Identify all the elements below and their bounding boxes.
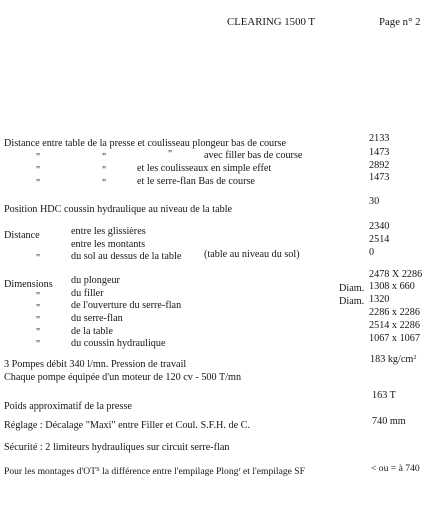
row-pompes-value: 183 $kg/cm^2$ <box>370 354 417 365</box>
row-montages-label: Pour les montages $d'OT^S$ la différence entre l'empilage Plong$^r$ et l'empilage SF <box>4 466 305 477</box>
ditto-mark: " <box>36 291 41 302</box>
row-pompes-label: 3 Pompes débit 340 l/mn. Pression de travail <box>4 359 187 370</box>
row-coulisseaux-value: 2892 <box>369 160 390 171</box>
row-distance-value: 2133 <box>369 133 390 144</box>
row-dimensions-heading: Dimensions <box>4 279 53 290</box>
document-title: CLEARING 1500 T <box>227 16 315 28</box>
row-serre-flan-label: et le serre-flan Bas de course <box>137 176 255 187</box>
row-filler-value: 1473 <box>369 147 390 158</box>
ditto-mark: " <box>102 165 107 176</box>
page-number: Page n° 2 <box>379 16 421 28</box>
ditto-mark: " <box>36 339 41 350</box>
row-position-hdc-value: 30 <box>369 196 380 207</box>
row-filler-dim-prefix: Diam. <box>339 283 365 294</box>
ditto-mark: " <box>36 165 41 176</box>
ditto-mark: " <box>36 303 41 314</box>
row-distance-label: Distance entre table de la presse et coulisseau plongeur bas de course <box>4 138 287 149</box>
row-sol-label: du sol au dessus de la table <box>71 251 182 262</box>
ditto-mark: " <box>102 178 107 189</box>
row-ouverture-prefix: Diam. <box>339 296 365 307</box>
row-montages-value: < ou = à 740 <box>371 463 420 474</box>
row-ouverture-label: de l'ouverture du serre-flan <box>71 300 182 311</box>
ditto-mark: " <box>36 315 41 326</box>
row-montants-label: entre les montants <box>71 239 146 250</box>
row-filler-dim-value: 1308 x 660 <box>369 281 415 292</box>
ditto-mark: " <box>102 152 107 163</box>
row-serre-flan-value: 1473 <box>369 172 390 183</box>
row-table-dim-value: 2514 x 2286 <box>369 320 420 331</box>
row-securite-label: Sécurité : 2 limiteurs hydrauliques sur circuit serre-flan <box>4 442 230 453</box>
ditto-mark: " <box>36 327 41 338</box>
row-sol-note: (table au niveau du sol) <box>204 249 300 260</box>
row-coussin-value: 1067 x 1067 <box>369 333 420 344</box>
row-ouverture-value: 1320 <box>369 294 390 305</box>
ditto-mark: " <box>36 253 41 264</box>
row-plongeur-value: 2478 X 2286 <box>369 269 423 280</box>
row-poids-label: Poids approximatif de la presse <box>4 401 132 412</box>
row-table-dim-label: de la table <box>71 326 113 337</box>
row-moteur-label: Chaque pompe équipée d'un moteur de 120 cv - 500 T/mn <box>4 372 242 383</box>
row-poids-value: 163 T <box>372 390 396 401</box>
row-serre-flan-dim-value: 2286 x 2286 <box>369 307 420 318</box>
row-montants-value: 2514 <box>369 234 390 245</box>
ditto-mark: " <box>36 178 41 189</box>
row-distance-heading: Distance <box>4 230 40 241</box>
row-filler-label: avec filler bas de course <box>204 150 303 161</box>
row-position-hdc-label: Position HDC coussin hydraulique au niveau de la table <box>4 204 233 215</box>
row-glissieres-value: 2340 <box>369 221 390 232</box>
row-coulisseaux-label: et les coulisseaux en simple effet <box>137 163 272 174</box>
ditto-mark: " <box>36 152 41 163</box>
row-sol-value: 0 <box>369 247 375 258</box>
row-filler-dim-label: du filler <box>71 288 104 299</box>
ditto-mark: " <box>168 149 173 160</box>
row-plongeur-label: du plongeur <box>71 275 120 286</box>
row-reglage-value: 740 mm <box>372 416 406 427</box>
row-reglage-label: Réglage : Décalage "Maxi" entre Filler et Coul. S.F.H. de C. <box>4 420 251 431</box>
row-glissieres-label: entre les glissières <box>71 226 146 237</box>
row-coussin-label: du coussin hydraulique <box>71 338 166 349</box>
row-serre-flan-dim-label: du serre-flan <box>71 313 123 324</box>
